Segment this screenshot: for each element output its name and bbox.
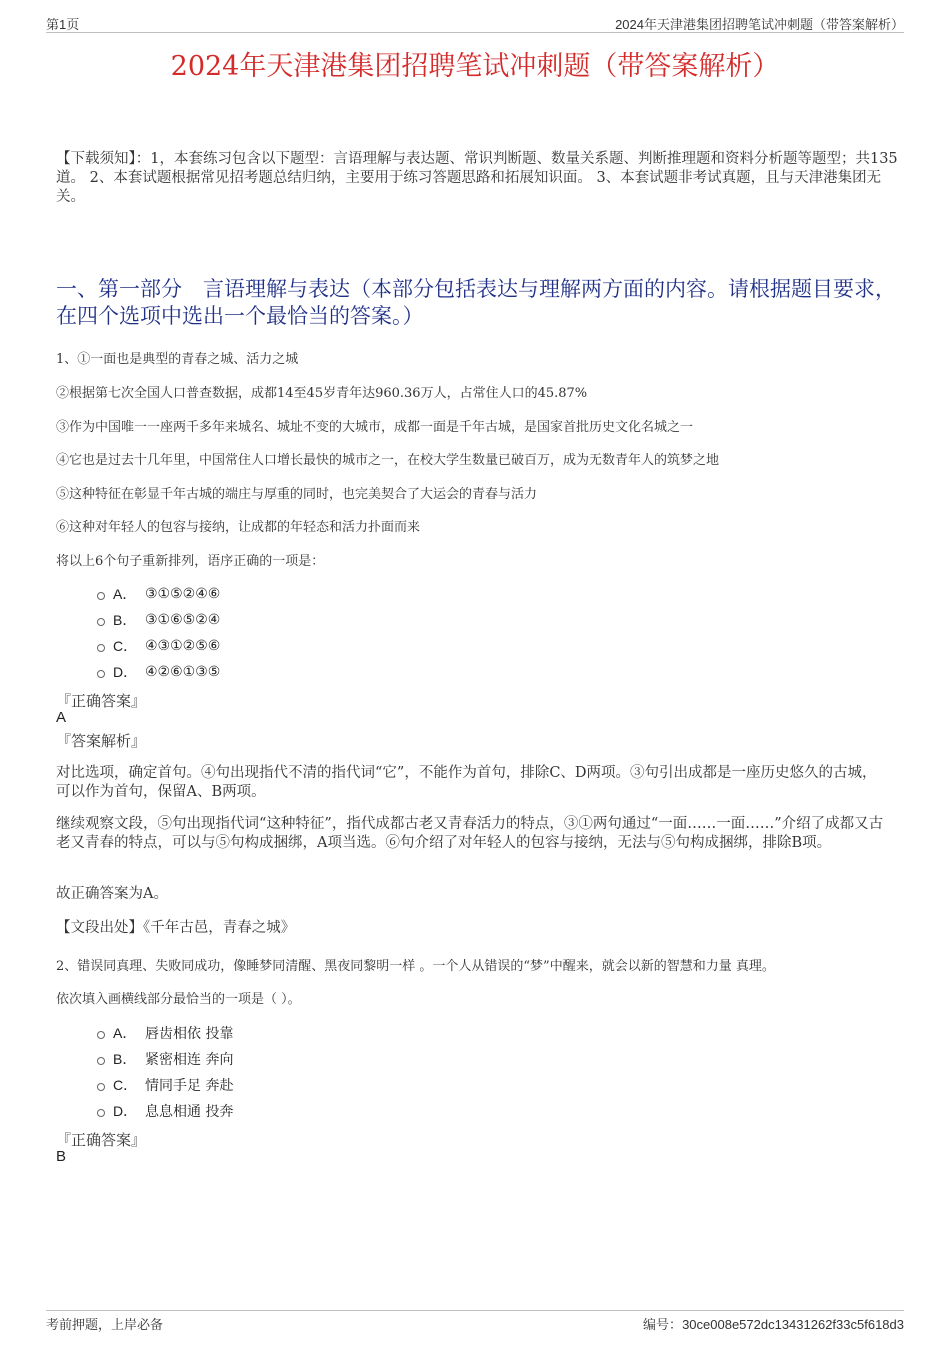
radio-icon[interactable]	[97, 670, 105, 678]
option-text: ④②⑥①③⑤	[145, 664, 221, 680]
option-label: C．	[113, 638, 138, 654]
source-citation: 【文段出处】《千年古邑，青春之城》	[56, 920, 296, 936]
page-number: 第1页	[46, 17, 80, 32]
question-2-option-a[interactable]	[97, 1023, 233, 1043]
analysis-paragraph: 对比选项，确定首句。④句出现指代不清的指代词“它”，不能作为首句，排除C、D两项。③句引出成都是一座历史悠久的古城，可以作为首句，保留A、B两项。	[56, 765, 877, 800]
question-1-option-b[interactable]	[97, 610, 220, 630]
option-text: 唇齿相依 投靠	[145, 1026, 234, 1042]
option-label: D．	[113, 1103, 138, 1119]
answer-heading: 『正确答案』	[56, 1131, 147, 1149]
code-label: 编号：	[643, 1318, 683, 1333]
radio-icon[interactable]	[97, 644, 105, 652]
question-1-line: ④它也是过去十几年里，中国常住人口增长最快的城市之一，在校大学生数量已破百万，成为无数青年人的筑梦之地	[56, 453, 720, 468]
answer-heading: 『正确答案』	[56, 692, 147, 710]
section-heading: 一、第一部分 言语理解与表达（本部分包括表达与理解两方面的内容。请根据题目要求，在四个选项中选出一个最恰当的答案。）	[56, 277, 896, 328]
radio-icon[interactable]	[97, 618, 105, 626]
document-code	[643, 1314, 904, 1333]
option-text: ③①⑥⑤②④	[145, 612, 221, 628]
footer-slogan: 考前押题，上岸必备	[46, 1318, 164, 1333]
header-doc-title: 2024年天津港集团招聘笔试冲刺题（带答案解析）	[615, 17, 904, 32]
answer-value: A	[56, 709, 67, 726]
radio-icon[interactable]	[97, 1031, 105, 1039]
analysis-paragraph: 继续观察文段，⑤句出现指代词“这种特征”，指代成都古老又青春活力的特点，③①两句通过“一面……一面……”介绍了成都又古老又青春的特点，可以与⑤句构成捆绑，A项当选。⑥句介绍了对年轻人的包容与接纳，无法与⑤句构成捆绑，排除B项。	[56, 816, 884, 851]
question-2-option-b[interactable]	[97, 1049, 233, 1069]
question-1-option-d[interactable]	[97, 662, 220, 682]
question-1-option-a[interactable]	[97, 584, 220, 604]
radio-icon[interactable]	[97, 1083, 105, 1091]
code-value: 30ce008e572dc13431262f33c5f618d3	[682, 1317, 904, 1332]
question-2-stem: 2、错误同真理、失败同成功，像睡梦同清醒、黑夜同黎明一样 。一个人从错误的“梦”中醒来，就会以新的智慧和力量 真理。	[56, 959, 775, 974]
header-divider	[46, 32, 904, 33]
question-2-prompt: 依次填入画横线部分最恰当的一项是（ ）。	[56, 992, 301, 1007]
question-1-line: ②根据第七次全国人口普查数据，成都14至45岁青年达960.36万人，占常住人口的45.87%	[56, 386, 588, 401]
document-title: 2024年天津港集团招聘笔试冲刺题（带答案解析）	[170, 51, 780, 82]
download-notice: 【下载须知】：1，本套练习包含以下题型：言语理解与表达题、常识判断题、数量关系题、判断推理题和资料分析题等题型；共135道。 2、本套试题根据常见招考题总结归纳，主要用于练习答题思路和拓展知识面。 3、本套试题非考试真题，且与天津港集团无关。	[56, 151, 898, 205]
option-label: A．	[113, 1025, 137, 1041]
option-label: A．	[113, 586, 137, 602]
answer-value: B	[56, 1148, 67, 1165]
option-text: 情同手足 奔赴	[145, 1078, 234, 1094]
question-1-line: 1、①一面也是典型的青春之城、活力之城	[56, 352, 299, 367]
question-2-option-c[interactable]	[97, 1075, 233, 1095]
question-1-prompt: 将以上6个句子重新排列，语序正确的一项是：	[56, 554, 325, 569]
question-1-option-c[interactable]	[97, 636, 220, 656]
option-text: ④③①②⑤⑥	[145, 638, 221, 654]
footer-divider	[46, 1310, 904, 1311]
option-text: 紧密相连 奔向	[145, 1052, 234, 1068]
option-label: D．	[113, 664, 138, 680]
option-text: 息息相通 投奔	[145, 1104, 234, 1120]
option-text: ③①⑤②④⑥	[145, 586, 221, 602]
analysis-heading: 『答案解析』	[56, 732, 147, 750]
question-2-option-d[interactable]	[97, 1101, 233, 1121]
option-label: B．	[113, 1051, 137, 1067]
option-label: C．	[113, 1077, 138, 1093]
question-1-line: ⑥这种对年轻人的包容与接纳，让成都的年轻态和活力扑面而来	[56, 520, 421, 535]
radio-icon[interactable]	[97, 592, 105, 600]
question-1-line: ⑤这种特征在彰显千年古城的端庄与厚重的同时，也完美契合了大运会的青春与活力	[56, 487, 538, 502]
analysis-paragraph: 故正确答案为A。	[56, 886, 168, 902]
radio-icon[interactable]	[97, 1057, 105, 1065]
option-label: B．	[113, 612, 137, 628]
question-1-line: ③作为中国唯一一座两千多年来城名、城址不变的大城市，成都一面是千年古城，是国家首批历史文化名城之一	[56, 420, 694, 435]
radio-icon[interactable]	[97, 1109, 105, 1117]
